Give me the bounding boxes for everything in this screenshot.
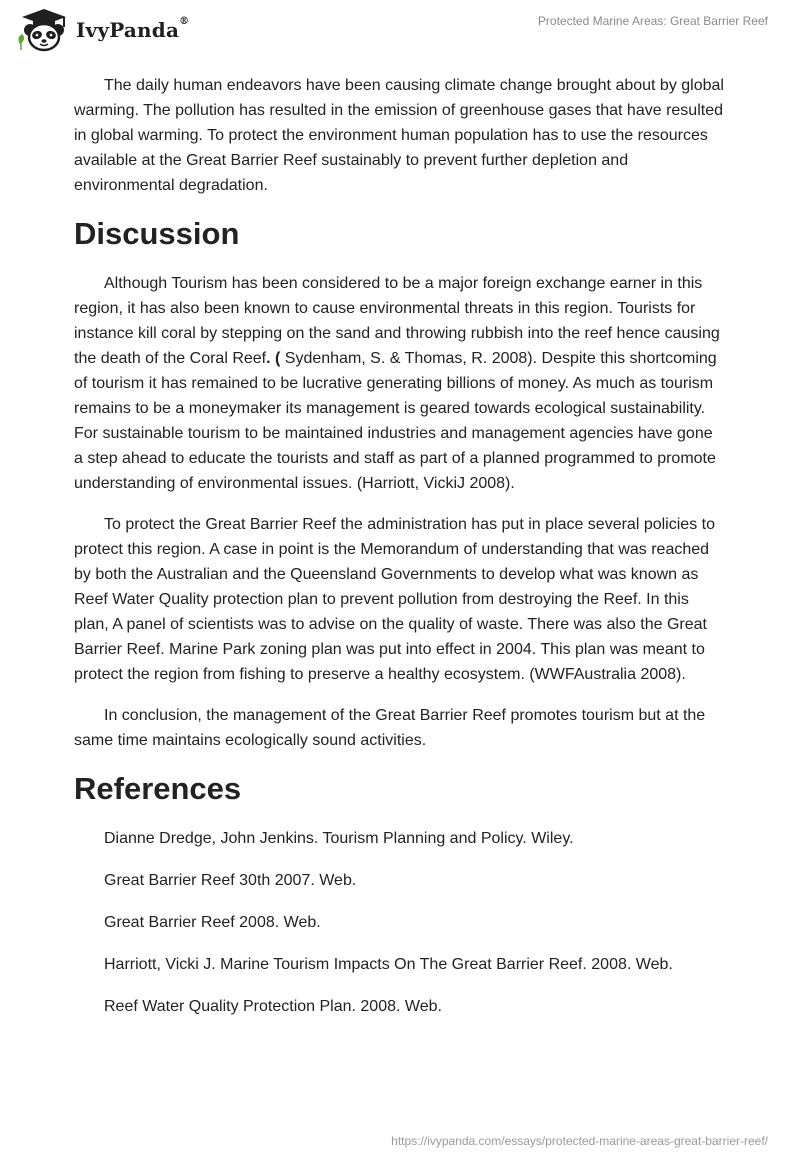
page-header bbox=[0, 0, 800, 60]
essay-body bbox=[74, 73, 724, 1036]
discussion-paragraph-1 bbox=[74, 271, 724, 496]
registered-mark: ® bbox=[179, 16, 190, 27]
ivypanda-logo[interactable] bbox=[14, 8, 189, 52]
reference-item: Reef Water Quality Protection Plan. 2008. Web. bbox=[104, 998, 442, 1015]
discussion-p1-part-a: Although Tourism has been considered to be a major foreign exchange earner in this region, it has also been known to cause environmental threats in this region. Tourists for instance kill coral by stepping on the sand and throwing rubbish into the reef hence causing the death of the Coral Reef bbox=[74, 275, 720, 367]
references-heading: References bbox=[74, 771, 242, 806]
intro-paragraph: The daily human endeavors have been causing climate change brought about by global warming. The pollution has resulted in the emission of greenhouse gases that have resulted in global warming. To protect the environment human population has to use the resources available at the Great Barrier Reef sustainably to prevent further depletion and environmental degradation. bbox=[74, 77, 724, 194]
reference-item: Harriott, Vicki J. Marine Tourism Impacts On The Great Barrier Reef. 2008. Web. bbox=[104, 956, 673, 973]
references-list bbox=[74, 826, 724, 1019]
reference-item: Great Barrier Reef 2008. Web. bbox=[104, 914, 321, 931]
discussion-p1-part-b: Sydenham, S. & Thomas, R. 2008). Despite this shortcoming of tourism it has remained to be lucrative generating billions of money. As much as tourism remains to be a moneymaker its management is geared towards ecological sustainability. For sustainable tourism to be maintained industries and management agencies have gone a step ahead to educate the tourists and staff as part of a planned programmed to promote understanding of environmental issues. (Harriott, VickiJ 2008). bbox=[74, 350, 717, 492]
reference-item: Great Barrier Reef 30th 2007. Web. bbox=[104, 872, 357, 889]
discussion-paragraph-2: To protect the Great Barrier Reef the administration has put in place several policies to protect this region. A case in point is the Memorandum of understanding that was reached by both the Australian and the Queensland Governments to develop what was known as Reef Water Quality protection plan to prevent pollution from destroying the Reef. In this plan, A panel of scientists was to advise on the quality of waste. There was also the Great Barrier Reef. Marine Park zoning plan was put into effect in 2004. This plan was meant to protect the region from fishing to preserve a healthy ecosystem. (WWFAustralia 2008). bbox=[74, 516, 715, 683]
document-title: Protected Marine Areas: Great Barrier Reef bbox=[537, 14, 768, 28]
panda-graduate-icon bbox=[14, 8, 74, 52]
discussion-paragraph-3: In conclusion, the management of the Great Barrier Reef promotes tourism but at the same time maintains ecologically sound activities. bbox=[74, 707, 706, 749]
reference-item: Dianne Dredge, John Jenkins. Tourism Planning and Policy. Wiley. bbox=[104, 830, 574, 847]
source-url-link[interactable]: https://ivypanda.com/essays/protected-marine-areas-great-barrier-reef/ bbox=[391, 1134, 768, 1148]
brand-name: IvyPanda® bbox=[76, 16, 190, 42]
discussion-p1-bold: . ( bbox=[266, 350, 281, 367]
discussion-heading: Discussion bbox=[74, 216, 240, 251]
